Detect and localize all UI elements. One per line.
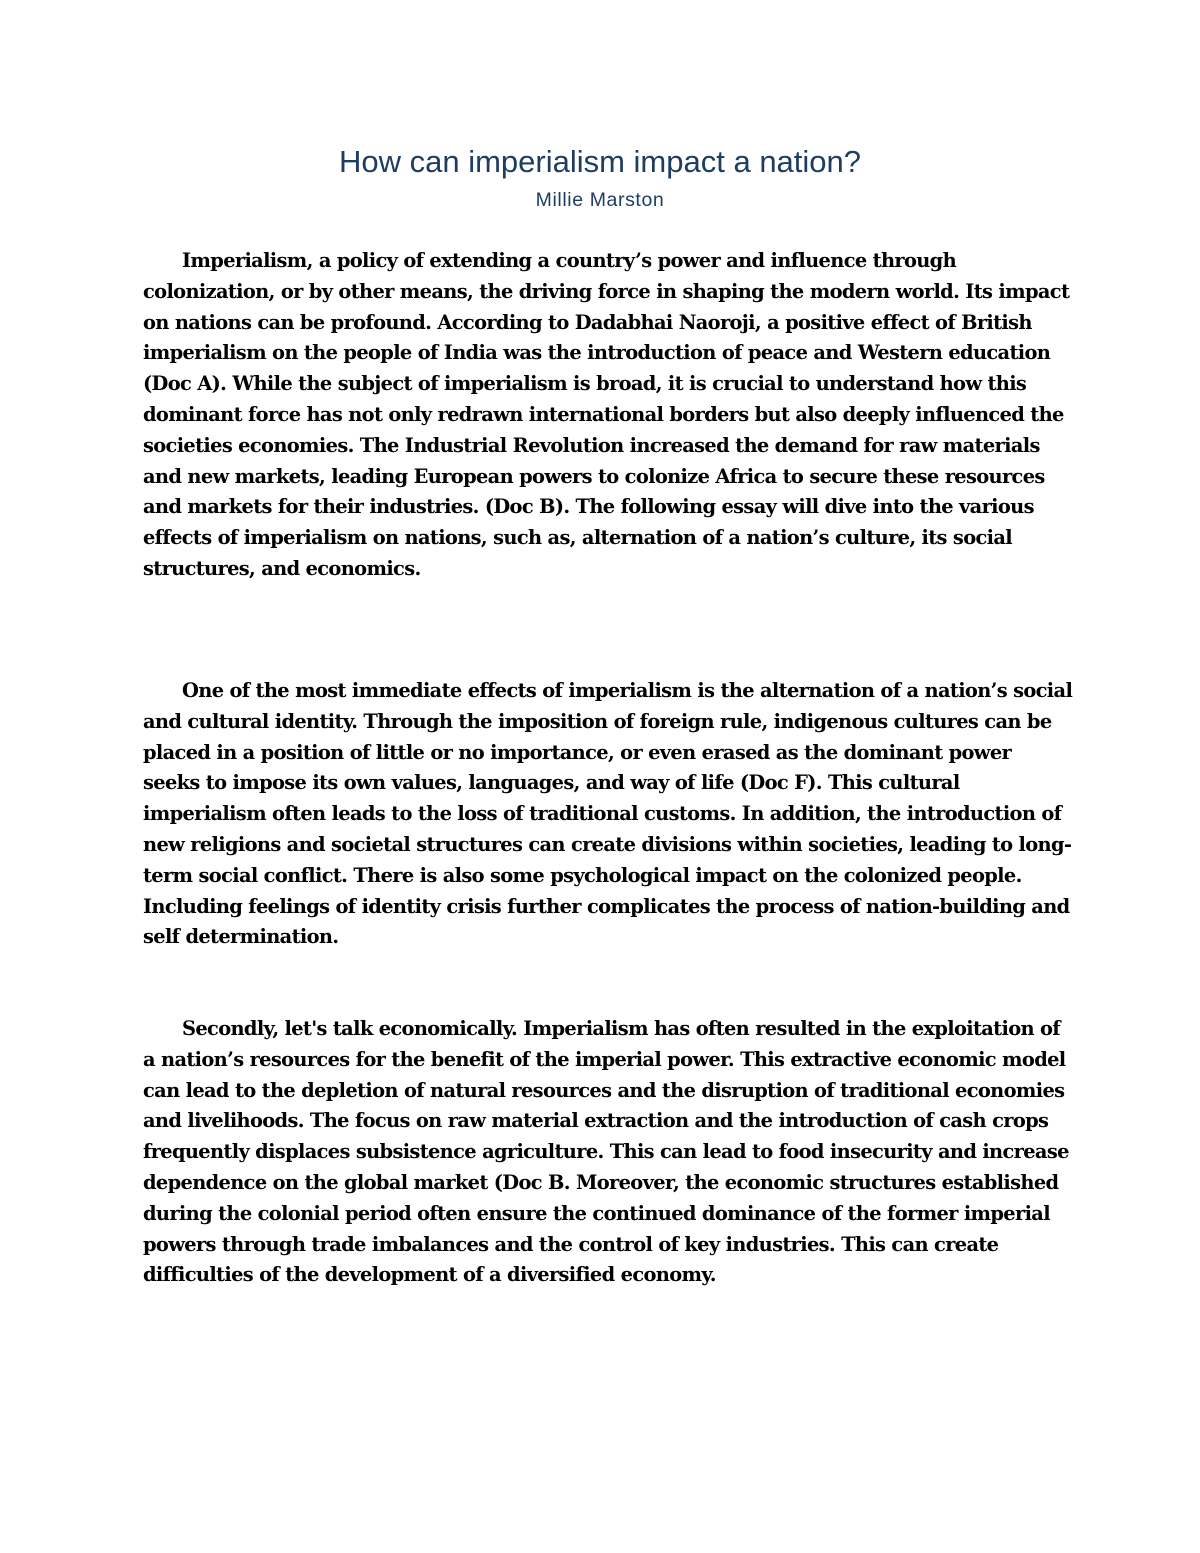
paragraph-economic-impact: Secondly, let's talk economically. Imperialism has often resulted in the exploitation of a nation’s resources for the benefit of the imperial power. This extractive economic model can lead to the depletion of natural resources and the disruption of traditional economies and livelihoods. The focus on raw material extraction and the introduction of cash crops frequently displaces subsistence agriculture. This can lead to food insecurity and increase dependence on the global market (Doc B. Moreover, the economic structures established during the colonial period often ensure the continued dominance of the former imperial powers through trade imbalances and the control of key industries. This can create difficulties of the development of a diversified economy. bbox=[143, 1017, 1069, 1287]
author-name: Millie Marston bbox=[535, 189, 665, 211]
paragraph-cultural-impact: One of the most immediate effects of imperialism is the alternation of a nation’s social and cultural identity. Through the imposition of foreign rule, indigenous cultures can be placed in a position of little or no importance, or even erased as the dominant power seeks to impose its own values, languages, and way of life (Doc F). This cultural imperialism often leads to the loss of traditional customs. In addition, the introduction of new religions and societal structures can create divisions within societies, leading to long-term social conflict. There is also some psychological impact on the colonized people. Including feelings of identity crisis further complicates the process of nation-building and self determination. bbox=[143, 679, 1073, 949]
paragraph-introduction: Imperialism, a policy of extending a country’s power and influence through colonization, or by other means, the driving force in shaping the modern world. Its impact on nations can be profound. According to Dadabhai Naoroji, a positive effect of British imperialism on the people of India was the introduction of peace and Western education (Doc A). While the subject of imperialism is broad, it is crucial to understand how this dominant force has not only redrawn international borders but also deeply influenced the societies economies. The Industrial Revolution increased the demand for raw materials and new markets, leading European powers to colonize Africa to secure these resources and markets for their industries. (Doc B). The following essay will dive into the various effects of imperialism on nations, such as, alternation of a nation’s culture, its social structures, and economics. bbox=[143, 249, 1070, 580]
essay-title: How can imperialism impact a nation? bbox=[338, 144, 862, 179]
